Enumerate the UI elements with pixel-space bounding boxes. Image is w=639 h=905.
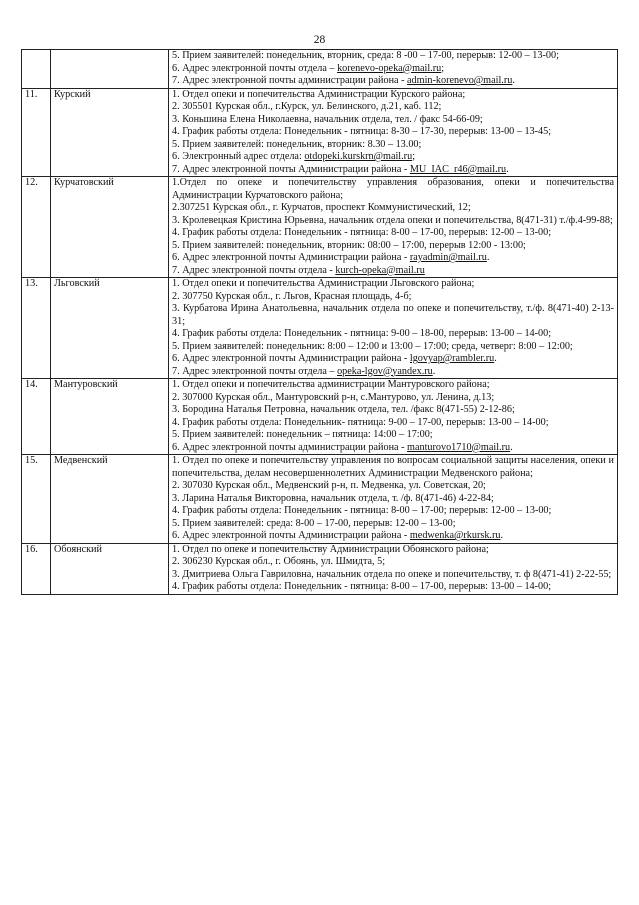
detail-line: 1. Отдел опеки и попечительства Администрации Льговского района; bbox=[172, 278, 475, 289]
detail-line: 1.Отдел по опеке и попечительству управления образования, опеки и попечительства Администрации Курчатовского района; bbox=[172, 177, 614, 201]
email-link[interactable]: otdopeki.kurskrn@mail.ru bbox=[304, 151, 413, 162]
district-details bbox=[169, 50, 618, 89]
detail-line: 7. Адрес электронной почты администрации района - admin-korenevo@mail.ru. bbox=[172, 75, 515, 86]
detail-line: 2.307251 Курская обл., г. Курчатов, проспект Коммунистический, 12; bbox=[172, 202, 471, 213]
email-link[interactable]: medwenka@rkursk.ru bbox=[409, 530, 501, 541]
detail-line: 4. График работы отдела: Понедельник - пятница: 8-00 – 17-00; перерыв: 12-00 – 13-00; bbox=[172, 505, 552, 516]
detail-line: 5. Прием заявителей: понедельник – пятница: 14:00 – 17:00; bbox=[172, 429, 433, 440]
detail-line: 6. Адрес электронной почты отдела – korenevo-opeka@mail.ru; bbox=[172, 62, 445, 74]
detail-line: 2. 305501 Курская обл., г.Курск, ул. Белинского, д.21, каб. 112; bbox=[172, 101, 442, 112]
district-name: Льговский bbox=[51, 278, 169, 379]
district-name: Курчатовский bbox=[51, 177, 169, 278]
detail-line: 1. Отдел по опеке и попечительству управления по вопросам социальной защиты населения, опеки и попечительства, делам несовершеннолетних Администрации Медвенского района; bbox=[172, 455, 614, 479]
detail-line: 5. Прием заявителей: понедельник, вторник, среда: 8 -00 – 17-00, перерыв: 12-00 – 13-00; bbox=[172, 50, 559, 61]
detail-line: 7. Адрес электронной почты отдела – opeka-lgov@yandex.ru. bbox=[172, 365, 436, 377]
detail-line: 1. Отдел по опеке и попечительству Администрации Обоянского района; bbox=[172, 543, 489, 555]
page-number: 28 bbox=[313, 34, 326, 46]
detail-line: 2. 307030 Курская обл., Медвенский р-н, п. Медвенка, ул. Советская, 20; bbox=[172, 480, 486, 491]
contacts-table bbox=[21, 49, 618, 595]
table-row bbox=[22, 50, 618, 89]
district-details bbox=[169, 88, 618, 177]
row-number: 16. bbox=[22, 543, 51, 594]
email-link[interactable]: manturovo1710@mail.ru bbox=[407, 441, 511, 453]
row-number: 12. bbox=[22, 177, 51, 278]
detail-line: 6. Электронный адрес отдела: otdopeki.kurskrn@mail.ru; bbox=[172, 151, 416, 162]
district-name: Обоянский bbox=[51, 543, 169, 594]
email-link[interactable]: MU_IAC_r46@mail.ru bbox=[409, 163, 507, 175]
row-number bbox=[22, 50, 51, 89]
detail-line: 4. График работы отдела: Понедельник - пятница: 8-30 – 17-30, перерыв: 13-00 – 13-45; bbox=[172, 126, 552, 137]
district-name: Мантуровский bbox=[51, 379, 169, 455]
row-number: 14. bbox=[22, 379, 51, 455]
table-row bbox=[22, 543, 618, 594]
table-row bbox=[22, 177, 618, 278]
detail-line: 3. Бородина Наталья Петровна, начальник отдела, тел. /факс 8(471-55) 2-12-86; bbox=[172, 404, 515, 415]
detail-line: 5. Прием заявителей: понедельник: 8:00 – 12:00 и 13:00 – 17:00; среда, четверг: 8:00 – 12:00; bbox=[172, 340, 573, 352]
detail-line: 2. 307000 Курская обл., Мантуровский р-н, с.Мантурово, ул. Ленина, д.13; bbox=[172, 391, 495, 403]
detail-line: 5. Прием заявителей: понедельник, вторник: 08:00 – 17:00, перерыв 12:00 - 13:00; bbox=[172, 239, 526, 251]
district-details bbox=[169, 278, 618, 379]
table-row bbox=[22, 278, 618, 379]
email-link[interactable]: lgovyap@rambler.ru bbox=[409, 353, 495, 364]
district-details bbox=[169, 177, 618, 278]
email-link[interactable]: opeka-lgov@yandex.ru bbox=[337, 365, 433, 377]
detail-line: 5. Прием заявителей: среда: 8-00 – 17-00, перерыв: 12-00 – 13-00; bbox=[172, 517, 456, 529]
detail-line: 2. 306230 Курская обл., г. Обоянь, ул. Шмидта, 5; bbox=[172, 556, 386, 567]
district-name: Курский bbox=[51, 88, 169, 177]
detail-line: 7. Адрес электронной почты Администрации района - MU_IAC_r46@mail.ru. bbox=[172, 163, 509, 175]
detail-line: 3. Дмитриева Ольга Гавриловна, начальник отдела по опеке и попечительству, т. ф 8(471-41) 2-22-55; bbox=[172, 568, 612, 580]
detail-line: 3. Ларина Наталья Викторовна, начальник отдела, т. /ф. 8(471-46) 4-22-84; bbox=[172, 492, 494, 504]
district-details bbox=[169, 379, 618, 455]
district-details bbox=[169, 543, 618, 594]
detail-line: 4. График работы отдела: Понедельник- пятница: 9-00 – 17-00, перерыв: 13-00 – 14-00; bbox=[172, 416, 549, 428]
detail-line: 1. Отдел опеки и попечительства Администрации Курского района; bbox=[172, 88, 466, 100]
email-link[interactable]: korenevo-opeka@mail.ru bbox=[337, 62, 442, 74]
row-number: 13. bbox=[22, 278, 51, 379]
detail-line: 4. График работы отдела: Понедельник - пятница: 9-00 – 18-00, перерыв: 13-00 – 14-00; bbox=[172, 328, 552, 339]
district-details bbox=[169, 455, 618, 544]
detail-line: 4. График работы отдела: Понедельник - пятница: 8-00 – 17-00, перерыв: 12-00 – 13-00; bbox=[172, 227, 552, 238]
email-link[interactable]: admin-korenevo@mail.ru bbox=[407, 75, 513, 86]
detail-line: 5. Прием заявителей: понедельник, вторник: 8.30 – 13.00; bbox=[172, 138, 422, 150]
row-number: 11. bbox=[22, 88, 51, 177]
email-link[interactable]: rayadmin@mail.ru bbox=[409, 252, 487, 263]
detail-line: 2. 307750 Курская обл., г. Льгов, Красная площадь, 4-б; bbox=[172, 290, 412, 302]
detail-line: 6. Адрес электронной почты Администрации района - rayadmin@mail.ru. bbox=[172, 252, 490, 263]
detail-line: 6. Адрес электронной почты Администрации района - medwenka@rkursk.ru. bbox=[172, 530, 503, 541]
email-link[interactable]: kurch-opeka@mail.ru bbox=[335, 264, 425, 276]
detail-line: 7. Адрес электронной почты отдела - kurch-opeka@mail.ru bbox=[172, 264, 425, 276]
detail-line: 4. График работы отдела: Понедельник - пятница: 8-00 – 17-00, перерыв: 13-00 – 14-00; bbox=[172, 581, 552, 592]
row-number: 15. bbox=[22, 455, 51, 544]
table-body bbox=[22, 50, 618, 595]
table-row bbox=[22, 455, 618, 544]
detail-line: 3. Курбатова Ирина Анатольевна, начальник отдела по опеке и попечительству, т./ф. 8(471-40) 2-13-31; bbox=[172, 303, 614, 327]
detail-line: 3. Кролевецкая Кристина Юрьевна, начальник отдела опеки и попечительства, 8(471-31) т./ф.4-99-88; bbox=[172, 214, 613, 226]
detail-line: 6. Адрес электронной почты Администрации района - lgovyap@rambler.ru. bbox=[172, 353, 497, 364]
table-row bbox=[22, 379, 618, 455]
district-name bbox=[51, 50, 169, 89]
detail-line: 6. Адрес электронной почты администрации района - manturovo1710@mail.ru. bbox=[172, 441, 513, 453]
district-name: Медвенский bbox=[51, 455, 169, 544]
detail-line: 3. Коньшина Елена Николаевна, начальник отдела, тел. / факс 54-66-09; bbox=[172, 113, 483, 125]
detail-line: 1. Отдел опеки и попечительства администрации Мантуровского района; bbox=[172, 379, 490, 390]
table-row bbox=[22, 88, 618, 177]
